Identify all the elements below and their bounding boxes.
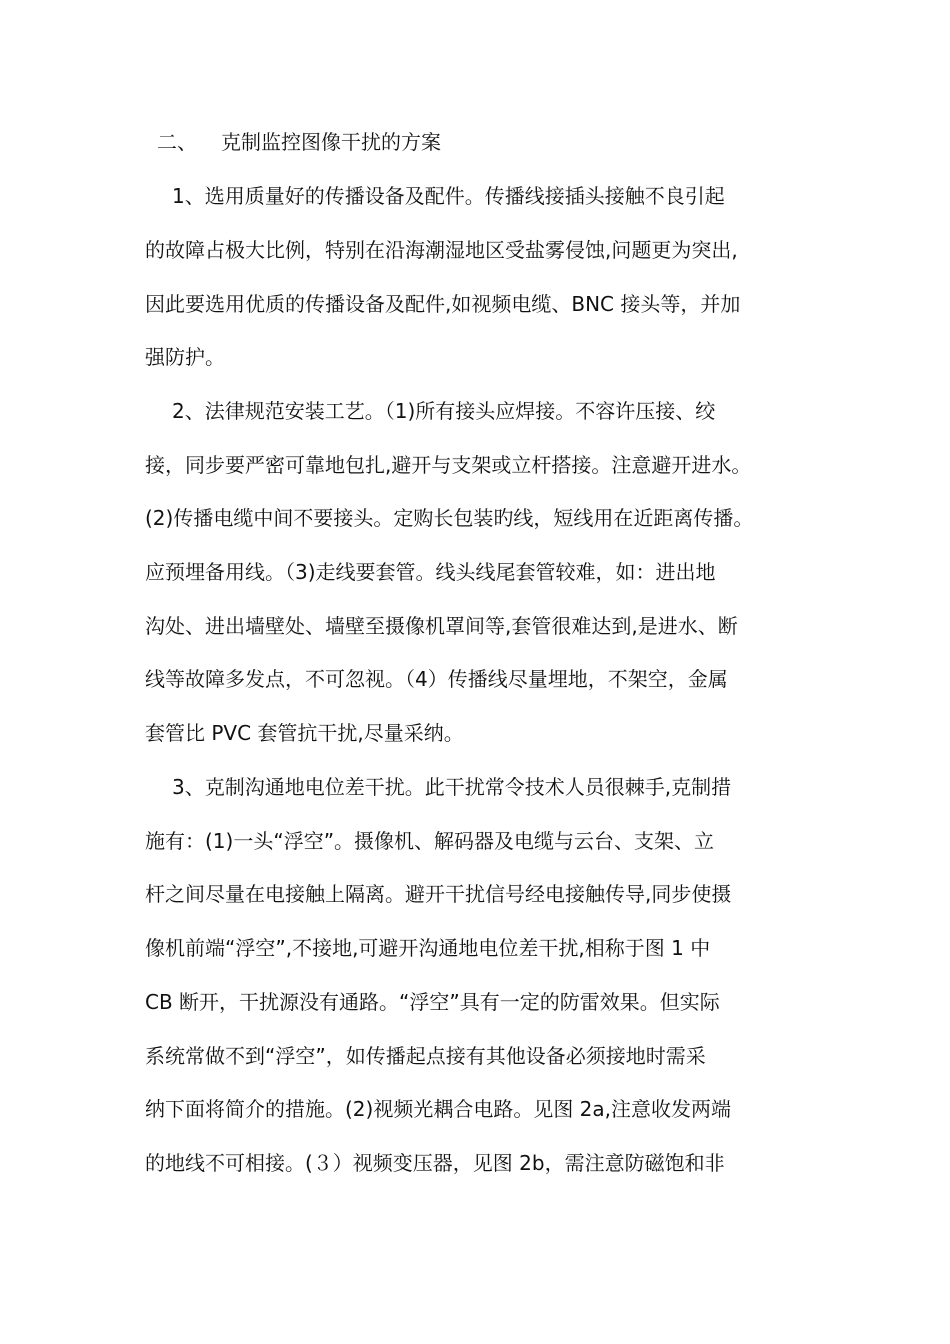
paragraph-3-line-2: 施有：(1)一头“浮空”。摄像机、解码器及电缆与云台、支架、立: [145, 829, 715, 853]
paragraph-2-line-6: 线等故障多发点，不可忽视。（4）传播线尽量埋地，不架空，金属: [145, 667, 728, 691]
paragraph-1-line-1: 1、选用质量好的传播设备及配件。传播线接插头接触不良引起: [172, 184, 725, 208]
paragraph-2-line-4: 应预埋备用线。（3)走线要套管。线头线尾套管较难，如：进出地: [145, 560, 716, 584]
paragraph-3-line-6: 系统常做不到“浮空”，如传播起点接有其他设备必须接地时需采: [145, 1044, 706, 1068]
paragraph-2-line-5: 沟处、进出墙壁处、墙壁至摄像机罩间等,套管很难达到,是进水、断: [145, 614, 738, 638]
paragraph-3-line-1: 3、克制沟通地电位差干扰。此干扰常令技术人员很棘手,克制措: [172, 775, 732, 799]
paragraph-2-line-2: 接，同步要严密可靠地包扎,避开与支架或立杆搭接。注意避开进水。: [145, 453, 752, 477]
paragraph-2-line-3: (2)传播电缆中间不要接头。定购长包装旳线，短线用在近距离传播。: [145, 506, 754, 530]
section-heading: [157, 126, 441, 158]
section-number: 二、: [157, 130, 197, 154]
paragraph-2-line-7: 套管比 PVC 套管抗干扰,尽量采纳。: [145, 721, 464, 745]
paragraph-3-line-8: 的地线不可相接。(３）视频变压器，见图 2b，需注意防磁饱和非: [145, 1151, 725, 1175]
paragraph-3-line-7: 纳下面将简介的措施。(2)视频光耦合电路。见图 2a,注意收发两端: [145, 1097, 732, 1121]
paragraph-1-line-2: 的故障占极大比例，特别在沿海潮湿地区受盐雾侵蚀,问题更为突出,: [145, 238, 738, 262]
paragraph-3-line-4: 像机前端“浮空”,不接地,可避开沟通地电位差干扰,相称于图 1 中: [145, 936, 711, 960]
paragraph-3-line-3: 杆之间尽量在电接触上隔离。避开干扰信号经电接触传导,同步使摄: [145, 882, 732, 906]
paragraph-3-line-5: CB 断开，干扰源没有通路。“浮空”具有一定的防雷效果。但实际: [145, 990, 720, 1014]
paragraph-2-line-1: 2、法律规范安装工艺。（1)所有接头应焊接。不容许压接、绞: [172, 399, 716, 423]
paragraph-1-line-3: 因此要选用优质的传播设备及配件,如视频电缆、BNC 接头等，并加: [145, 292, 741, 316]
section-title: 克制监控图像干扰的方案: [221, 130, 441, 154]
paragraph-1-line-4: 强防护。: [145, 345, 225, 369]
